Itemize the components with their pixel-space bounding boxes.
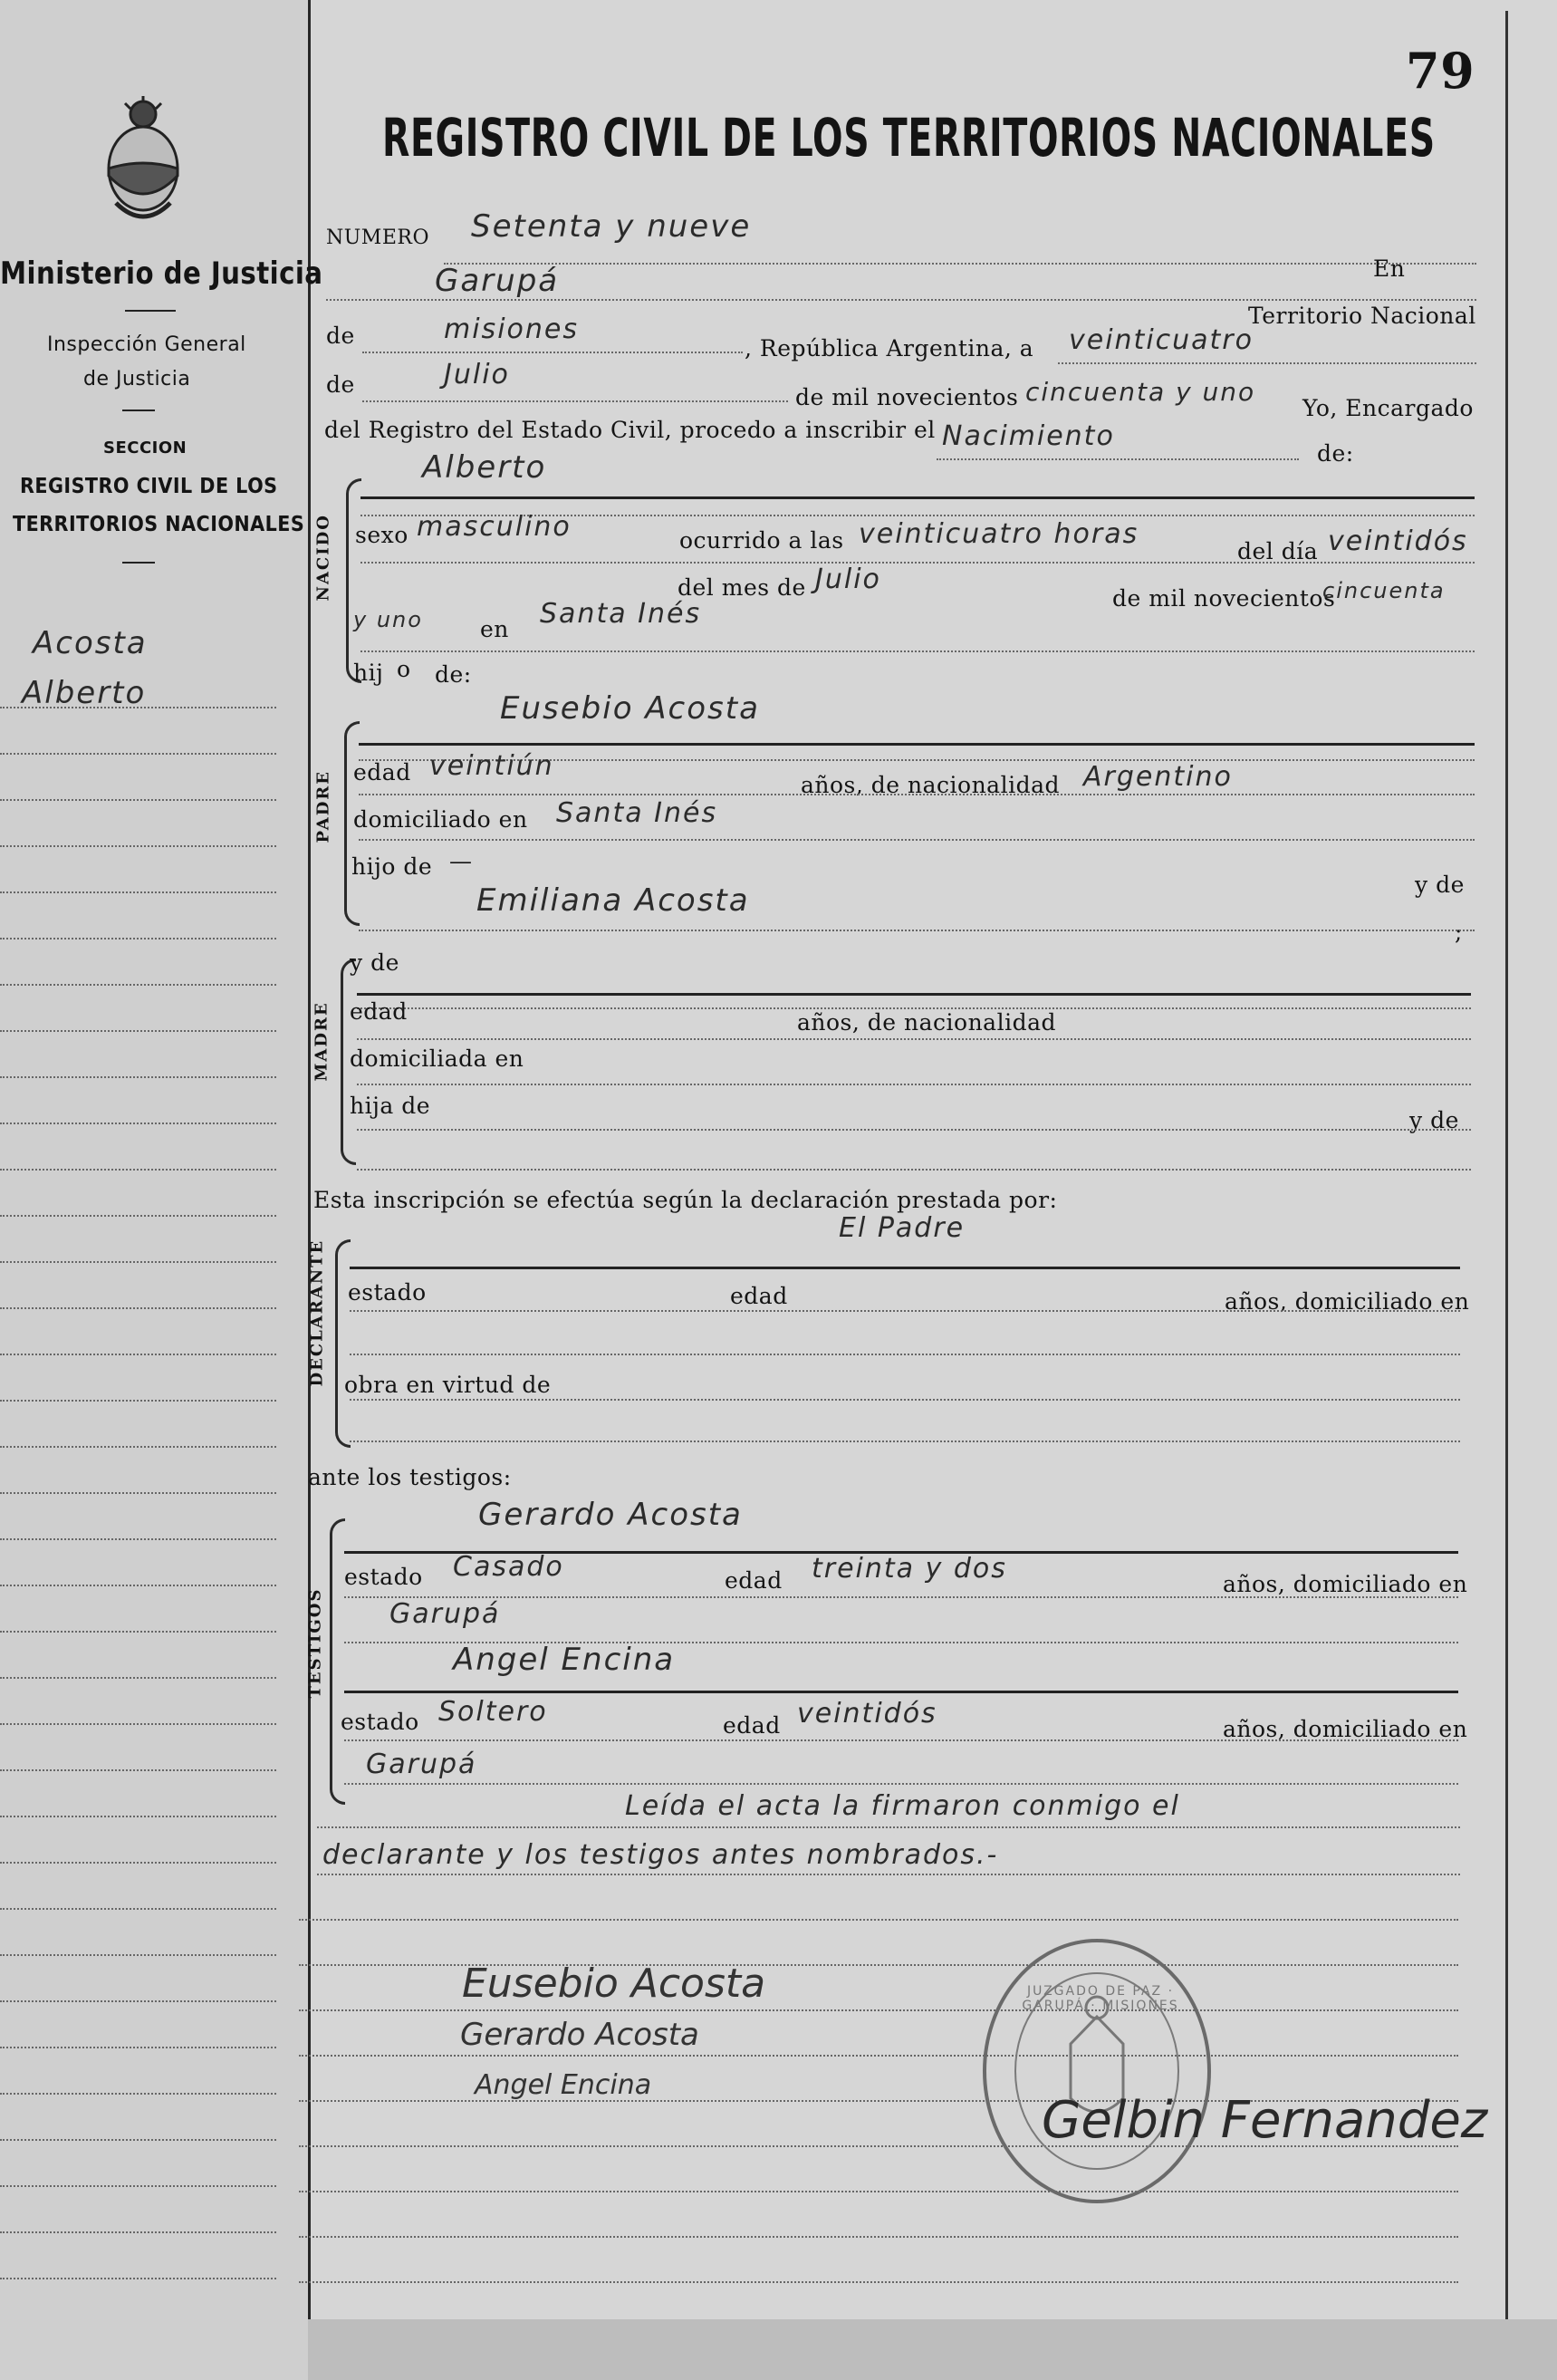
inspection-line1: Inspección General xyxy=(47,333,246,356)
sexo-value: masculino xyxy=(417,511,572,543)
hijo-de-label-padre: hijo de xyxy=(351,853,433,880)
signature-encargado: Gelbin Fernandez xyxy=(1042,2091,1488,2150)
semicolon: ; xyxy=(1455,919,1463,945)
child-name: Alberto xyxy=(422,449,547,486)
margin-rule xyxy=(0,2278,276,2279)
testigo1-edad-label: edad xyxy=(725,1567,783,1594)
margin-rule xyxy=(0,2231,276,2233)
margin-rule xyxy=(0,845,276,847)
declarante-estado-label: estado xyxy=(348,1279,427,1306)
hijo-label: hij xyxy=(353,660,384,686)
margin-rule xyxy=(0,1723,276,1725)
divider xyxy=(122,410,155,411)
testigo1-estado: Casado xyxy=(453,1551,564,1583)
declarante-anios-label: años, domiciliado en xyxy=(1225,1288,1470,1315)
year-part2: y uno xyxy=(353,607,423,632)
del-mes-label: del mes de xyxy=(678,574,806,601)
margin-rule xyxy=(0,1307,276,1309)
margin-rule xyxy=(0,2139,276,2141)
margin-rule xyxy=(0,753,276,755)
padre-y-de: y de xyxy=(1415,872,1465,898)
mes-value: Julio xyxy=(815,564,881,595)
padre-domicilio-label: domiciliado en xyxy=(353,806,528,833)
margin-rule xyxy=(0,707,276,708)
signature-declarante: Eusebio Acosta xyxy=(462,1961,766,2007)
margin-rule xyxy=(0,1538,276,1540)
divider xyxy=(122,562,155,564)
margin-rule xyxy=(0,1261,276,1263)
margin-rule xyxy=(0,1492,276,1494)
testigo1-estado-label: estado xyxy=(344,1564,423,1590)
testigo2-edad-label: edad xyxy=(723,1712,781,1739)
lower-rule xyxy=(299,1919,1458,1921)
padre-nacionalidad: Argentino xyxy=(1083,761,1233,793)
de-colon: de: xyxy=(1317,440,1354,467)
year-written: cincuenta y uno xyxy=(1025,377,1256,407)
margin-rule xyxy=(0,938,276,939)
testigos-side-label: TESTIGOS xyxy=(305,1587,325,1699)
hora-value: veinticuatro horas xyxy=(859,518,1139,550)
territory-value: misiones xyxy=(444,313,579,345)
father-name: Eusebio Acosta xyxy=(500,690,760,727)
margin-rule xyxy=(0,1030,276,1032)
seal-text: JUZGADO DE PAZ · GARUPÁ · MISIONES xyxy=(1022,1984,1179,2013)
signature-testigo1: Gerardo Acosta xyxy=(460,2017,699,2053)
declarante-name: El Padre xyxy=(839,1212,966,1244)
page-title: REGISTRO CIVIL DE LOS TERRITORIOS NACIONALES xyxy=(382,107,1436,169)
declarante-bracket xyxy=(335,1239,351,1448)
testigo2-edad: veintidós xyxy=(797,1698,937,1730)
margin-rule xyxy=(0,1954,276,1956)
margin-rule xyxy=(0,1631,276,1633)
margin-rule xyxy=(0,1354,276,1355)
del-dia-label: del día xyxy=(1237,538,1319,564)
mil-label-2: de mil novecientos xyxy=(1112,585,1336,612)
margin-rule xyxy=(0,1908,276,1910)
declarante-side-label: DECLARANTE xyxy=(307,1238,327,1387)
margin-rule xyxy=(0,1446,276,1448)
margin-rule xyxy=(0,2185,276,2187)
en-label-2: en xyxy=(480,616,509,642)
declarante-intro: Esta inscripción se efectúa según la declaración prestada por: xyxy=(313,1187,1058,1213)
testigo2-anios-label: años, domiciliado en xyxy=(1223,1716,1468,1742)
testigo1-edad: treinta y dos xyxy=(812,1553,1007,1585)
testigos-intro: ante los testigos: xyxy=(308,1464,512,1490)
margin-rule xyxy=(0,1215,276,1217)
place-value: Garupá xyxy=(435,263,560,299)
right-border xyxy=(1505,11,1508,2380)
official-seal-icon xyxy=(980,1935,1214,2207)
testigo1-anios-label: años, domiciliado en xyxy=(1223,1571,1468,1597)
testigo2-estado: Soltero xyxy=(438,1696,548,1728)
declarante-edad-label: edad xyxy=(730,1283,788,1309)
nacido-side-label: NACIDO xyxy=(313,514,333,602)
testigos-bracket xyxy=(330,1518,345,1805)
en-label: En xyxy=(1373,255,1406,282)
ocurrido-label: ocurrido a las xyxy=(679,527,844,554)
hijo-de-value: — xyxy=(449,848,473,874)
section-label: SECCION xyxy=(103,438,187,458)
padre-madre-name: Emiliana Acosta xyxy=(476,882,750,919)
padre-edad: veintiún xyxy=(429,750,554,782)
margin-rule xyxy=(0,799,276,801)
nacido-bracket xyxy=(346,478,361,683)
margin-rule xyxy=(0,1862,276,1864)
margin-rule xyxy=(0,891,276,893)
padre-anios-label: años, de nacionalidad xyxy=(801,772,1060,798)
registro-label: del Registro del Estado Civil, procedo a inscribir el xyxy=(324,417,936,443)
coat-of-arms-icon xyxy=(98,94,188,230)
margin-rule xyxy=(0,2000,276,2002)
de-label: de xyxy=(326,323,355,349)
sexo-label: sexo xyxy=(355,522,408,548)
testigo2-name: Angel Encina xyxy=(453,1642,676,1678)
section-line1: REGISTRO CIVIL DE LOS xyxy=(20,475,278,498)
de-label-2: de xyxy=(326,371,355,398)
month-value: Julio xyxy=(444,359,510,390)
madre-edad-label: edad xyxy=(350,998,408,1025)
obra-label: obra en virtud de xyxy=(344,1372,552,1398)
madre-anios-label: años, de nacionalidad xyxy=(797,1009,1056,1036)
madre-side-label: MADRE xyxy=(312,1001,332,1082)
padre-domicilio: Santa Inés xyxy=(556,797,718,829)
margin-rule xyxy=(0,1769,276,1771)
territorio-label: Territorio Nacional xyxy=(1248,303,1476,329)
lower-rule xyxy=(299,2055,1458,2057)
encargado-label: Yo, Encargado xyxy=(1302,395,1474,421)
hija-de-label: hija de xyxy=(350,1093,430,1119)
hijo-suffix: o xyxy=(397,656,411,682)
republica-label: , República Argentina, a xyxy=(745,335,1034,361)
act-type: Nacimiento xyxy=(942,420,1115,452)
closing-line1: Leída el acta la firmaron conmigo el xyxy=(625,1790,1180,1822)
margin-rule xyxy=(0,2047,276,2048)
day-written: veinticuatro xyxy=(1069,324,1254,356)
year-part1: cincuenta xyxy=(1322,578,1446,603)
padre-side-label: PADRE xyxy=(313,770,333,843)
ministry-title: Ministerio de Justicia xyxy=(0,255,323,292)
margin-rule xyxy=(0,984,276,986)
inspection-line2: de Justicia xyxy=(83,368,191,390)
madre-y-de: y de xyxy=(1409,1107,1459,1133)
hijo-de-label: de: xyxy=(435,661,472,688)
margin-surname: Acosta xyxy=(33,625,148,661)
page-bottom-edge xyxy=(308,2319,1557,2380)
margin-rule xyxy=(0,1169,276,1171)
margin-rule xyxy=(0,2093,276,2095)
lugar-value: Santa Inés xyxy=(540,598,702,630)
numero-label: NUMERO xyxy=(326,226,429,249)
madre-domicilio-label: domiciliada en xyxy=(350,1045,524,1072)
dia-value: veintidós xyxy=(1328,525,1468,557)
lower-rule xyxy=(299,2236,1458,2238)
margin-rule xyxy=(0,1677,276,1679)
madre-y-de-label: y de xyxy=(350,949,399,976)
margin-rule xyxy=(0,1816,276,1817)
margin-rule xyxy=(0,1585,276,1586)
margin-given-name: Alberto xyxy=(22,675,147,711)
testigo2-domicilio: Garupá xyxy=(366,1749,477,1780)
divider xyxy=(125,310,176,312)
margin-column xyxy=(0,0,311,2380)
lower-rule xyxy=(299,2191,1458,2192)
padre-edad-label: edad xyxy=(353,759,411,785)
closing-line2: declarante y los testigos antes nombrados.- xyxy=(322,1839,999,1871)
margin-rule xyxy=(0,1400,276,1402)
section-line2: TERRITORIOS NACIONALES xyxy=(13,513,305,536)
signature-testigo2: Angel Encina xyxy=(475,2069,652,2101)
margin-rule xyxy=(0,1076,276,1078)
page-number: 79 xyxy=(1406,42,1475,100)
testigo2-estado-label: estado xyxy=(341,1709,419,1735)
mil-label: de mil novecientos xyxy=(795,384,1019,410)
testigo1-domicilio: Garupá xyxy=(389,1598,501,1630)
margin-rule xyxy=(0,1123,276,1124)
lower-rule xyxy=(299,2281,1458,2283)
lower-rule xyxy=(299,2009,1458,2011)
numero-value: Setenta y nueve xyxy=(471,208,752,245)
testigo1-name: Gerardo Acosta xyxy=(478,1497,743,1533)
